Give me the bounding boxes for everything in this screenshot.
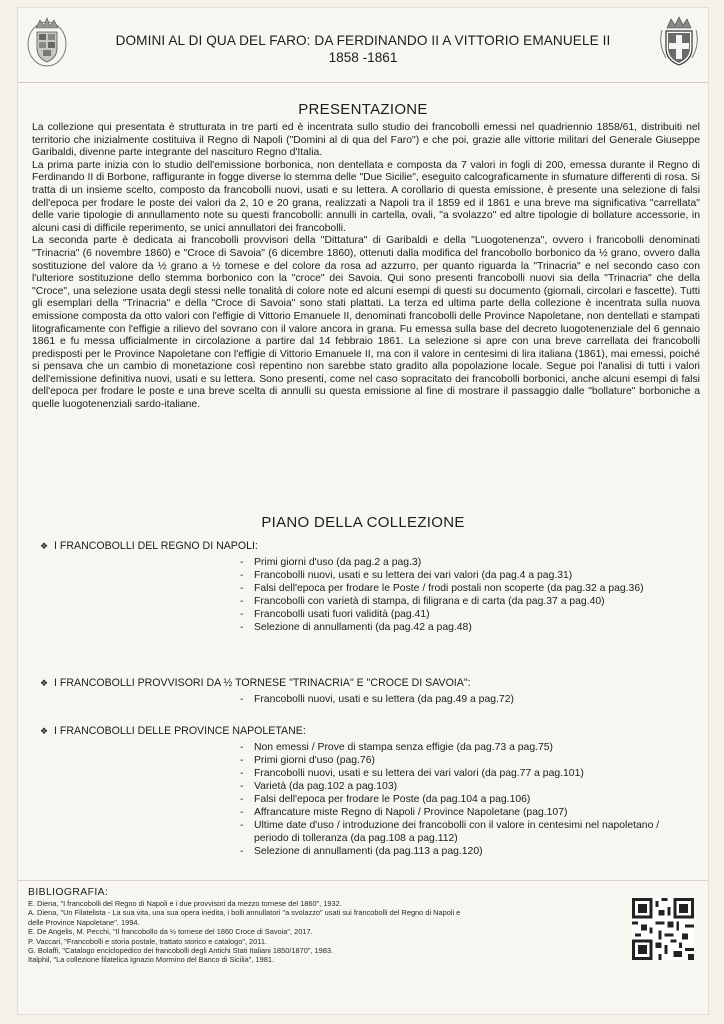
list-item: - Francobolli nuovi, usati e su lettera (da pag.49 a pag.72) <box>240 693 688 706</box>
bibliografia-entry: G. Bolaffi, "Catalogo enciclopedico dei francobolli degli Antichi Stati Italiani 1850/1870", 1983. <box>28 946 334 956</box>
page-header <box>88 32 638 66</box>
presentazione-body <box>32 122 700 412</box>
bourbon-coat-of-arms-icon <box>22 14 72 70</box>
list-item: - Primi giorni d'uso (pag.76) <box>240 754 688 767</box>
biblio-divider <box>18 880 708 881</box>
piano-section-heading-text: I FRANCOBOLLI DELLE PROVINCE NAPOLETANE: <box>54 725 306 737</box>
bibliografia-entry: P. Vaccari, "Francobolli e storia postale, trattato storico e catalogo", 2011. <box>28 936 267 946</box>
header-divider <box>18 82 708 83</box>
list-item: - Francobolli nuovi, usati e su lettera dei vari valori (da pag.4 a pag.31) <box>240 569 688 582</box>
presentazione-paragraph: La collezione qui presentata è strutturata in tre parti ed è incentrata sullo studio dei francobolli emessi nel quadriennio 1858/61, distribuiti nel territorio che inizialmente costituiva il Regno di Napoli ("Domini al di qua del Faro") e che poi, grazie alle vittorie militari del Generale Giuseppe Garibaldi, divenne parte integrante del nascituro Regno d'Italia. <box>32 122 700 159</box>
piano-section-list <box>240 741 688 858</box>
diamond-bullet-icon: ❖ <box>40 678 49 688</box>
piano-section-heading <box>40 725 306 738</box>
list-item: - Non emessi / Prove di stampa senza effigie (da pag.73 a pag.75) <box>240 741 688 754</box>
piano-section-list <box>240 693 688 706</box>
qr-code-icon <box>632 898 694 960</box>
list-item: - Primi giorni d'uso (da pag.2 a pag.3) <box>240 556 688 569</box>
bibliografia-entry: E. Diena, "I francobolli del Regno di Napoli e i due provvisori da mezzo tornese del 1860", 1932. <box>28 899 342 908</box>
bibliografia <box>28 886 468 965</box>
list-item: - Falsi dell'epoca per frodare le Poste (da pag.104 a pag.106) <box>240 793 688 806</box>
diamond-bullet-icon: ❖ <box>40 541 49 551</box>
list-item: - Francobolli nuovi, usati e su lettera dei vari valori (da pag.77 a pag.101) <box>240 767 688 780</box>
bibliografia-entry: E. De Angelis, M. Pecchi, "Il francobollo da ½ tornese del 1860 Croce di Savoia", 2017. <box>28 927 313 937</box>
diamond-bullet-icon: ❖ <box>40 726 49 736</box>
bibliografia-entry: Italphil, "La collezione filatelica Ignazio Mormino del Banco di Sicilia", 1981. <box>28 955 274 965</box>
bibliografia-entry: A. Diena, "Un Filatelista - La sua vita, una sua opera inedita, i bolli annullatori "a svolazzo" usati sui francobolli del Regno di Napoli e delle Province Napoletane", 1994. <box>28 908 461 927</box>
list-item: - Francobolli usati fuori validità (pag.41) <box>240 608 688 621</box>
list-item: - Francobolli con varietà di stampa, di filigrana e di carta (da pag.37 a pag.40) <box>240 595 688 608</box>
page-title-years: 1858 -1861 <box>328 50 398 65</box>
presentazione-paragraph: La seconda parte è dedicata ai francobolli provvisori della "Dittatura" di Garibaldi e della "Luogotenenza", ovvero i francobolli denominati "Trinacria" (6 novembre 1860) e "Croce di Savoia" (6 dicembre 1860), ottenuti dalla modifica del francobollo borbonico da ½ grano, ovvero dalla sostituzione del valore da ½ grano a ½ tornese e del colore da rosa ad azzurro, per quanto riguarda la "Trinacria" e nel secondo caso con l'ulteriore sostituzione dello stemma borbonico con la "croce" dei Savoia. Qui sono presenti francobolli nuovi sia della "Trinacria" che della "Croce", una selezione usata degli stessi nelle tonalità di colore note ed alcuni esempi di questi su documento (giornali, circolari e fascette). Tutti gli esemplari della "Trinacria" e della "Croce di Savoia" sono stati plattati. La terza ed ultima parte della collezione è incentrata sulla nuova emissione composta da otto valori con l'effigie di Vittorio Emanuele II, denominati francobolli delle Province Napoletane, non dentellati e stampati litograficamente con l'effigie a rilievo del sovrano con il valore ancora in grana. Fu emessa sulla base del decreto luogotenenziale del 6 gennaio 1861 e fu messa ufficialmente in circolazione a partire dal 14 febbraio 1861. La selezione si apre con una breve carrellata dei francobolli predisposti per le Province Napoletane con l'effigie di Vittorio Emanuele II, ma con il valore in centesimi di lira italiana (1861), mai emessi, poiché si pensava che un cambio di monetazione così repentino non sarebbe stato gradito alla popolazione locale. Segue poi l'analisi di tutti i valori dell'emissione definitiva nuovi, usati e su lettera. Sono presenti, come nel caso sopracitato dei francobolli borbonici, anche alcuni esempi di falsi dell'epoca per frodare le poste e una breve scelta di annulli su questa emissione al fine di mostrare il passaggio dalle "bollature" borboniche a quelle luogotenenziali sardo-italiane. <box>32 235 700 411</box>
savoy-coat-of-arms-icon <box>654 14 704 70</box>
piano-section-heading <box>40 540 258 553</box>
page-title: DOMINI AL DI QUA DEL FARO: DA FERDINANDO II A VITTORIO EMANUELE II <box>115 33 611 48</box>
piano-title: PIANO DELLA COLLEZIONE <box>261 514 465 531</box>
list-item: - Ultime date d'uso / introduzione dei francobolli con il valore in centesimi nel napoletano / periodo di tolleranza (da pag.108 a pag.112) <box>240 819 688 845</box>
list-item: - Affrancature miste Regno di Napoli / Province Napoletane (pag.107) <box>240 806 688 819</box>
list-item: - Selezione di annullamenti (da pag.113 a pag.120) <box>240 845 688 858</box>
exhibit-page <box>18 8 708 1014</box>
list-item: - Falsi dell'epoca per frodare le Poste / frodi postali non scoperte (da pag.32 a pag.36) <box>240 582 688 595</box>
list-item: - Selezione di annullamenti (da pag.42 a pag.48) <box>240 621 688 634</box>
presentazione-paragraph: La prima parte inizia con lo studio dell'emissione borbonica, non dentellata e composta da 7 valori in fogli di 200, emessa durante il Regno di Ferdinando II di Borbone, raffigurante in fogge diverse lo stemma delle "Due Sicilie", eseguito calcograficamente in sfumature differenti di rosa. Si tratta di un insieme scelto, composto da francobolli nuovi, usati e su lettera. A corollario di questa emissione, è presente una selezione di falsi dell'epoca per frodare le poste dei valori da 2, 10 e 20 grana, realizzati a Napoli tra il 1859 ed il 1861 e una breve ma significativa "carrellata" delle varie tipologie di annullamento note su questi francobolli: annulli in cartella, ovali, "a svolazzo" ed altre tipologie di bollature accessorie, in alcuni casi di difficile reperimento, se unici annullatori dei francobolli. <box>32 159 700 234</box>
piano-section-heading-text: I FRANCOBOLLI DEL REGNO DI NAPOLI: <box>54 540 258 552</box>
presentazione-title: PRESENTAZIONE <box>298 101 428 118</box>
piano-section-list <box>240 556 688 634</box>
piano-section-heading <box>40 677 471 690</box>
bibliografia-title: BIBLIOGRAFIA: <box>28 887 109 898</box>
piano-section-heading-text: I FRANCOBOLLI PROVVISORI DA ½ TORNESE "TRINACRIA" E "CROCE DI SAVOIA": <box>54 677 471 689</box>
list-item: - Varietà (da pag.102 a pag.103) <box>240 780 688 793</box>
